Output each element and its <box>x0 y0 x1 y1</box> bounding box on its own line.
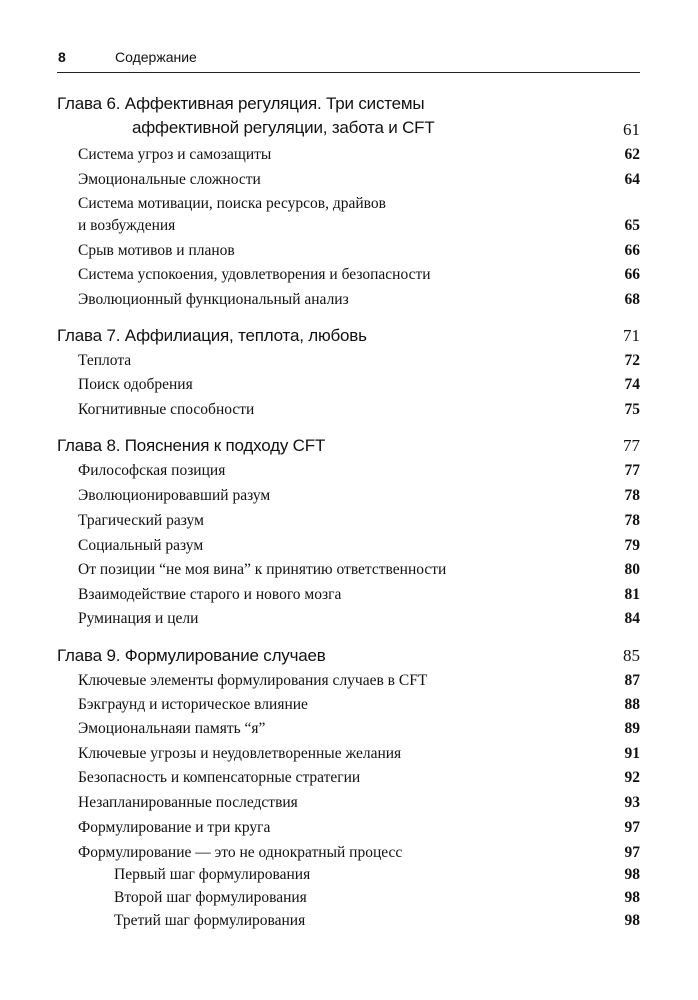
chapter-9-title: Глава 9. Формулирование случаев <box>57 646 326 665</box>
toc-entry-title: Система успокоения, удовлетворения и безопасности <box>78 266 431 283</box>
toc-entry-title: Эволюционировавший разум <box>78 487 271 504</box>
toc-entry-page: 78 <box>624 487 640 504</box>
toc-entry-title: Трагический разум <box>78 512 204 529</box>
toc-entry-page: 65 <box>624 217 640 234</box>
toc-entry-title: Незапланированные последствия <box>78 794 298 811</box>
toc-subentry-title: Третий шаг формулирования <box>114 912 306 929</box>
chapter-7-page: 71 <box>623 326 640 345</box>
toc-entry-page: 88 <box>624 696 640 713</box>
chapter-9-page: 85 <box>623 646 640 665</box>
toc-entry-title: Философская позиция <box>78 462 226 479</box>
toc-entry-title: Формулирование — это не однократный процесс <box>78 844 403 861</box>
toc-entry-page: 64 <box>624 171 640 188</box>
toc-entry-page: 81 <box>624 586 640 603</box>
toc-entry-page: 80 <box>624 561 640 578</box>
toc-entry-title: Эмоциональные сложности <box>78 171 261 188</box>
chapter-8-title: Глава 8. Пояснения к подходу CFT <box>57 436 326 455</box>
toc-entry-page: 66 <box>624 266 640 283</box>
toc-subentry-title: Первый шаг формулирования <box>114 866 311 883</box>
page-number: 8 <box>58 49 66 65</box>
toc-entry-title: Бэкграунд и историческое влияние <box>78 696 308 713</box>
toc-entry-page: 75 <box>624 401 640 418</box>
toc-entry-title: Эмоциональнаяи память “я” <box>78 720 266 737</box>
toc-entry-title: Поиск одобрения <box>78 376 193 393</box>
chapter-6-title-line1: Глава 6. Аффективная регуляция. Три системы <box>57 94 425 113</box>
toc-entry-page: 92 <box>624 769 640 786</box>
toc-entry-page: 77 <box>624 462 640 479</box>
toc-entry-title: Руминация и цели <box>78 610 199 627</box>
toc-entry-title: Формулирование и три круга <box>78 819 271 836</box>
toc-entry-title: Система угроз и самозащиты <box>78 146 272 163</box>
toc-entry-title: Эволюционный функциональный анализ <box>78 291 349 308</box>
toc-subentry-title: Второй шаг формулирования <box>114 889 307 906</box>
toc-entry-page: 84 <box>624 610 640 627</box>
chapter-6-page: 61 <box>623 120 640 139</box>
toc-subentry-page: 98 <box>624 912 640 929</box>
chapter-7-title: Глава 7. Аффилиация, теплота, любовь <box>57 326 367 345</box>
toc-entry-title: Система мотивации, поиска ресурсов, драйвов <box>78 195 386 212</box>
toc-entry-page: 66 <box>624 242 640 259</box>
running-title: Содержание <box>115 49 197 65</box>
toc-entry-title: Когнитивные способности <box>78 401 255 418</box>
toc-entry-page: 72 <box>624 352 640 369</box>
toc-subentry-page: 98 <box>624 866 640 883</box>
toc-entry-page: 97 <box>624 844 640 861</box>
chapter-6-title-line2: аффективной регуляции, забота и CFT <box>132 118 435 137</box>
toc-entry-page: 87 <box>624 672 640 689</box>
chapter-8-page: 77 <box>623 436 640 455</box>
toc-entry-page: 79 <box>624 537 640 554</box>
toc-entry-title: Срыв мотивов и планов <box>78 242 235 259</box>
toc-entry-title: От позиции “не моя вина” к принятию ответственности <box>78 561 447 578</box>
toc-entry-page: 68 <box>624 291 640 308</box>
toc-entry-title: Безопасность и компенсаторные стратегии <box>78 769 361 786</box>
toc-subentry-page: 98 <box>624 889 640 906</box>
toc-entry-page: 97 <box>624 819 640 836</box>
toc-entry-title: Теплота <box>78 352 132 369</box>
toc-entry-title: Ключевые угрозы и неудовлетворенные желания <box>78 745 402 762</box>
toc-entry-title-cont: и возбуждения <box>78 217 176 234</box>
toc-entry-title: Ключевые элементы формулирования случаев в CFT <box>78 672 428 689</box>
toc-entry-page: 74 <box>624 376 640 393</box>
toc-entry-page: 91 <box>624 745 640 762</box>
toc-entry-title: Социальный разум <box>78 537 204 554</box>
toc-entry-page: 62 <box>624 146 640 163</box>
toc-entry-page: 78 <box>624 512 640 529</box>
toc-entry-title: Взаимодействие старого и нового мозга <box>78 586 342 603</box>
toc-entry-page: 89 <box>624 720 640 737</box>
toc-entry-page: 93 <box>624 794 640 811</box>
